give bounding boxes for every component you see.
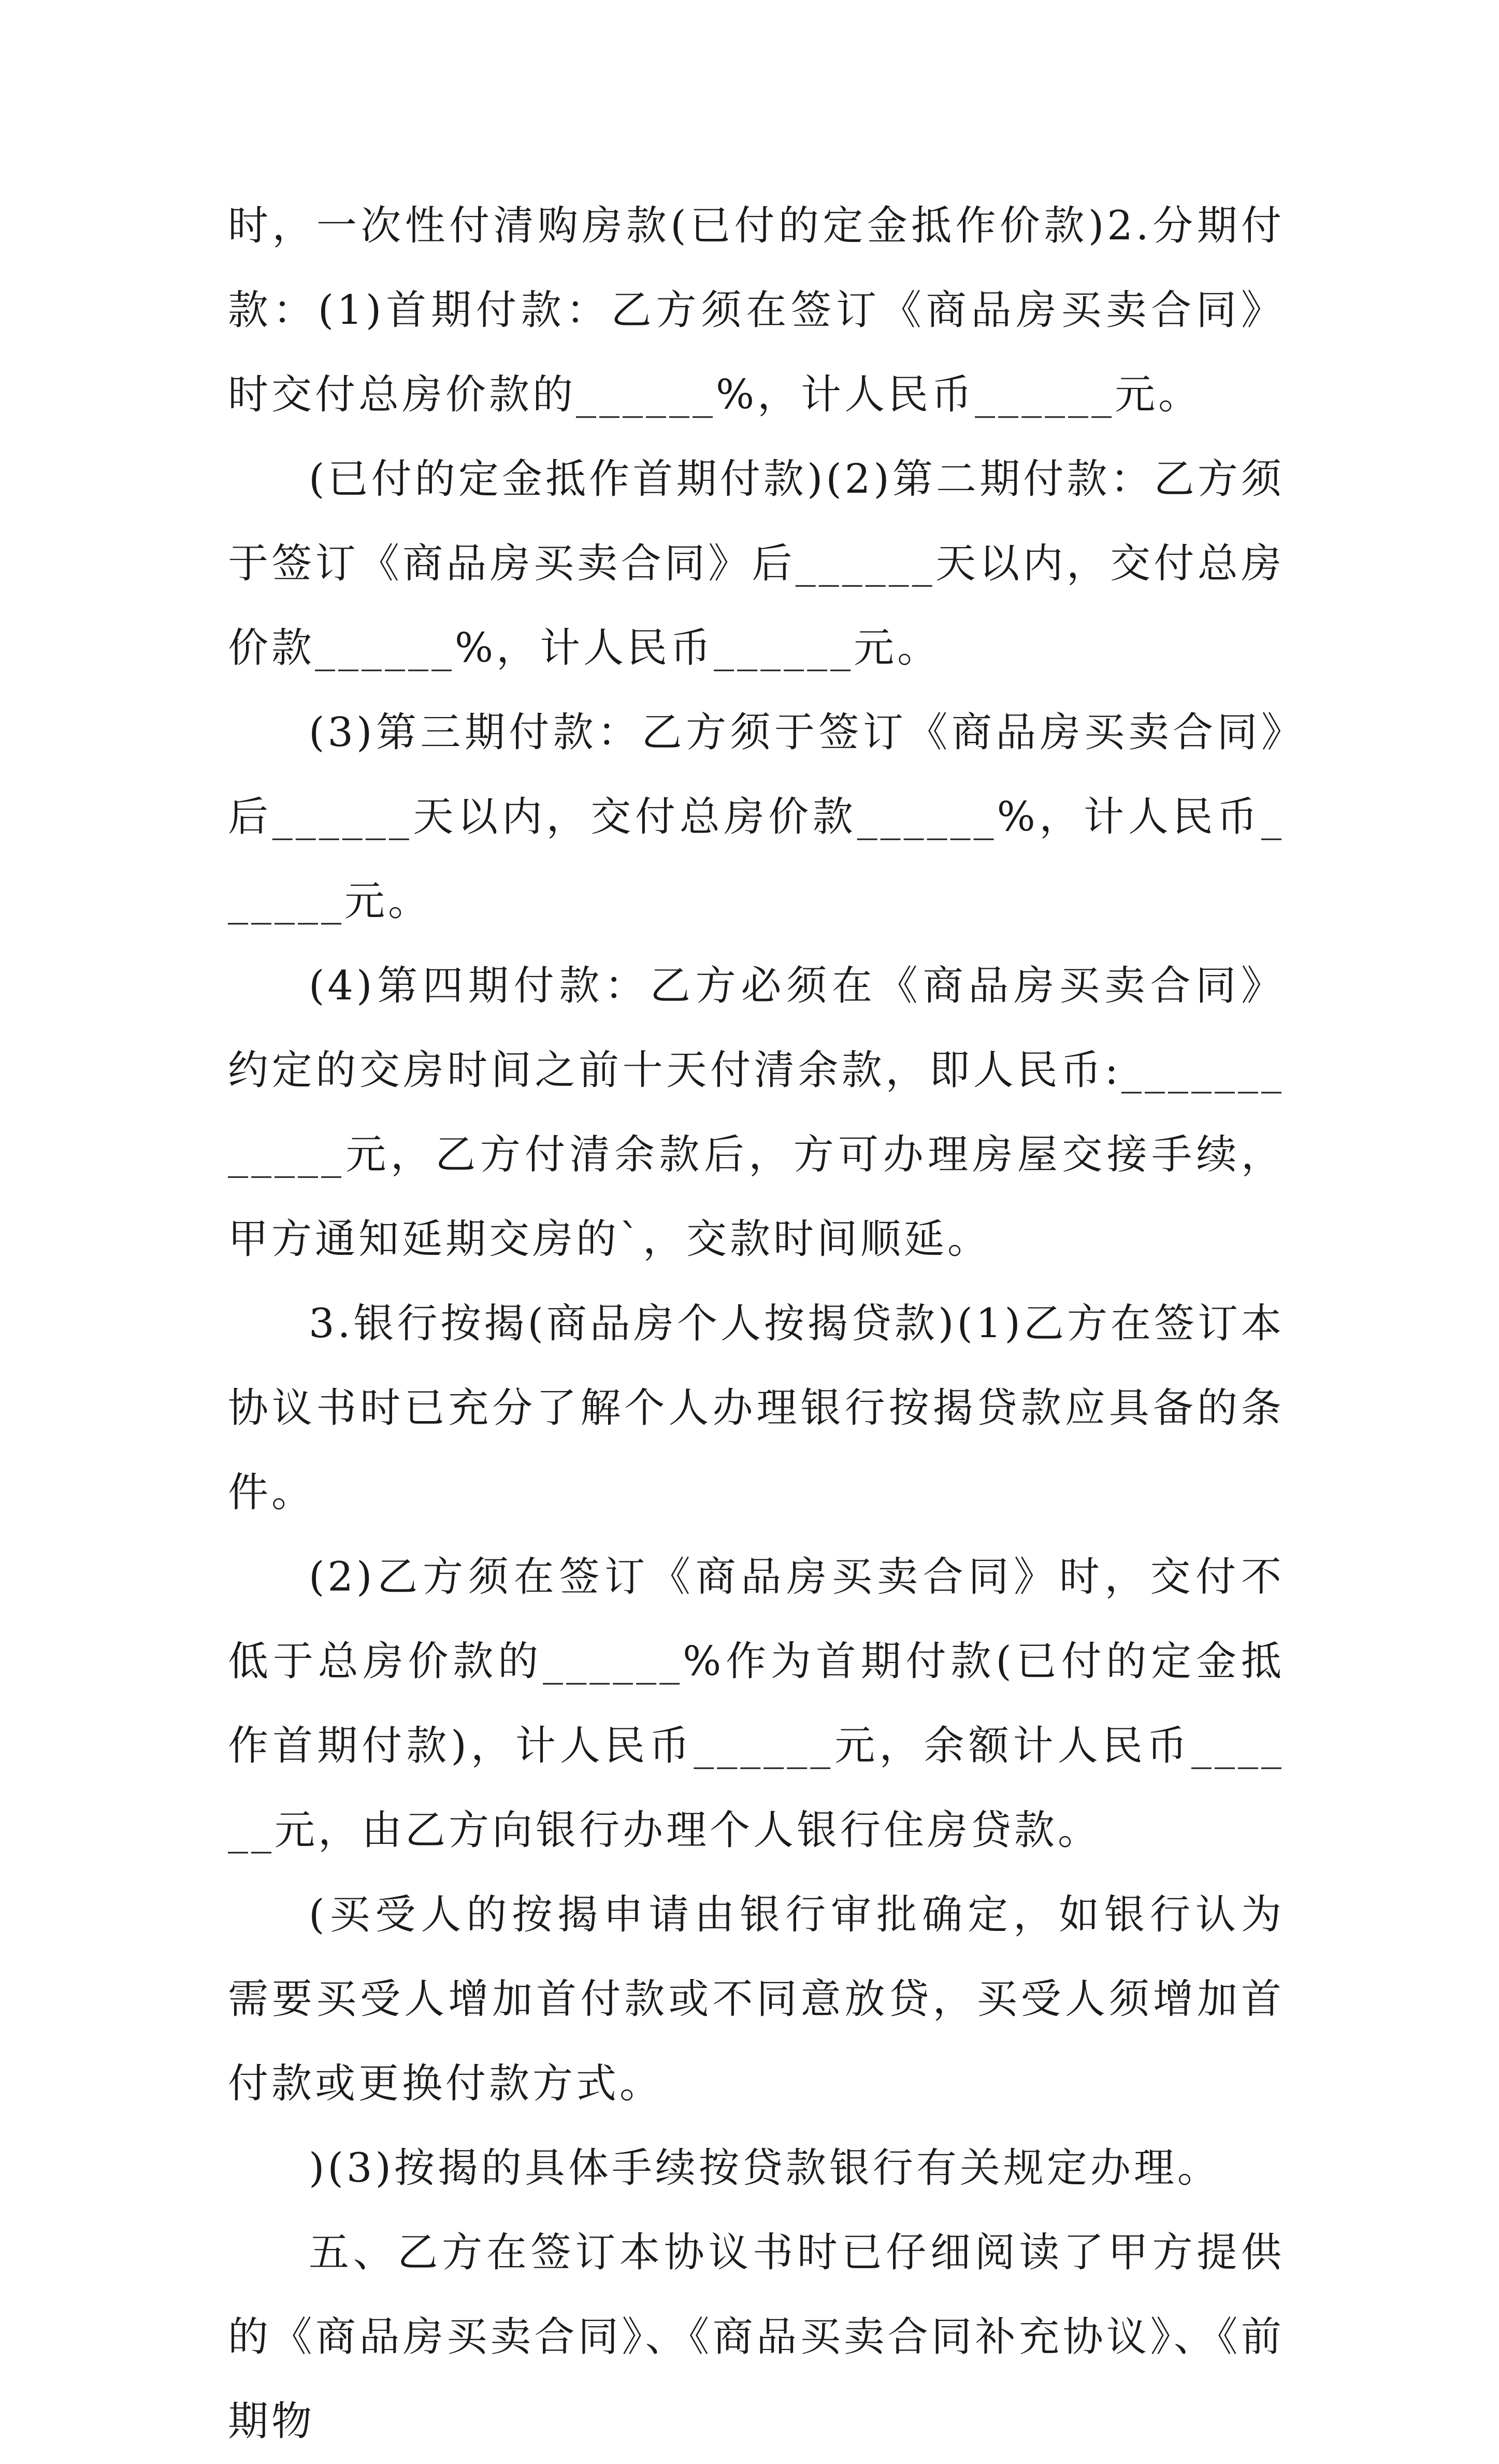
paragraph-second-installment: (已付的定金抵作首期付款)(2)第二期付款：乙方须于签订《商品房买卖合同》后______天以内，交付总房价款______%，计人民币______元。 <box>228 456 1285 671</box>
paragraph-third-installment: (3)第三期付款：乙方须于签订《商品房买卖合同》后______天以内，交付总房价款______%，计人民币______元。 <box>228 709 1285 925</box>
paragraph-fourth-installment: (4)第四期付款：乙方必须在《商品房买卖合同》约定的交房时间之前十天付清余款，即人民币:____________元，乙方付清余款后，方可办理房屋交接手续，甲方通知延期交房的`，交款时间顺延。 <box>228 963 1285 1263</box>
paragraph-payment-terms: 时，一次性付清购房款(已付的定金抵作价款)2.分期付款：(1)首期付款：乙方须在签订《商品房买卖合同》时交付总房价款的______%，计人民币______元。 <box>228 203 1285 418</box>
document-body <box>228 184 1285 2464</box>
paragraph-mortgage-procedure: )(3)按揭的具体手续按贷款银行有关规定办理。 <box>309 2145 1221 2191</box>
paragraph-section-five: 五、乙方在签订本协议书时已仔细阅读了甲方提供的《商品房买卖合同》、《商品买卖合同补充协议》、《前期物 <box>228 2229 1285 2445</box>
paragraph-bank-mortgage: 3.银行按揭(商品房个人按揭贷款)(1)乙方在签订本协议书时已充分了解个人办理银行按揭贷款应具备的条件。 <box>228 1300 1285 1516</box>
paragraph-buyer-approval: (买受人的按揭申请由银行审批确定，如银行认为需要买受人增加首付款或不同意放贷，买受人须增加首付款或更换付款方式。 <box>228 1892 1285 2107</box>
paragraph-mortgage-down-payment: (2)乙方须在签订《商品房买卖合同》时，交付不低于总房价款的______%作为首期付款(已付的定金抵作首期付款)，计人民币______元，余额计人民币______元，由乙方向银行办理个人银行住房贷款。 <box>228 1554 1285 1854</box>
